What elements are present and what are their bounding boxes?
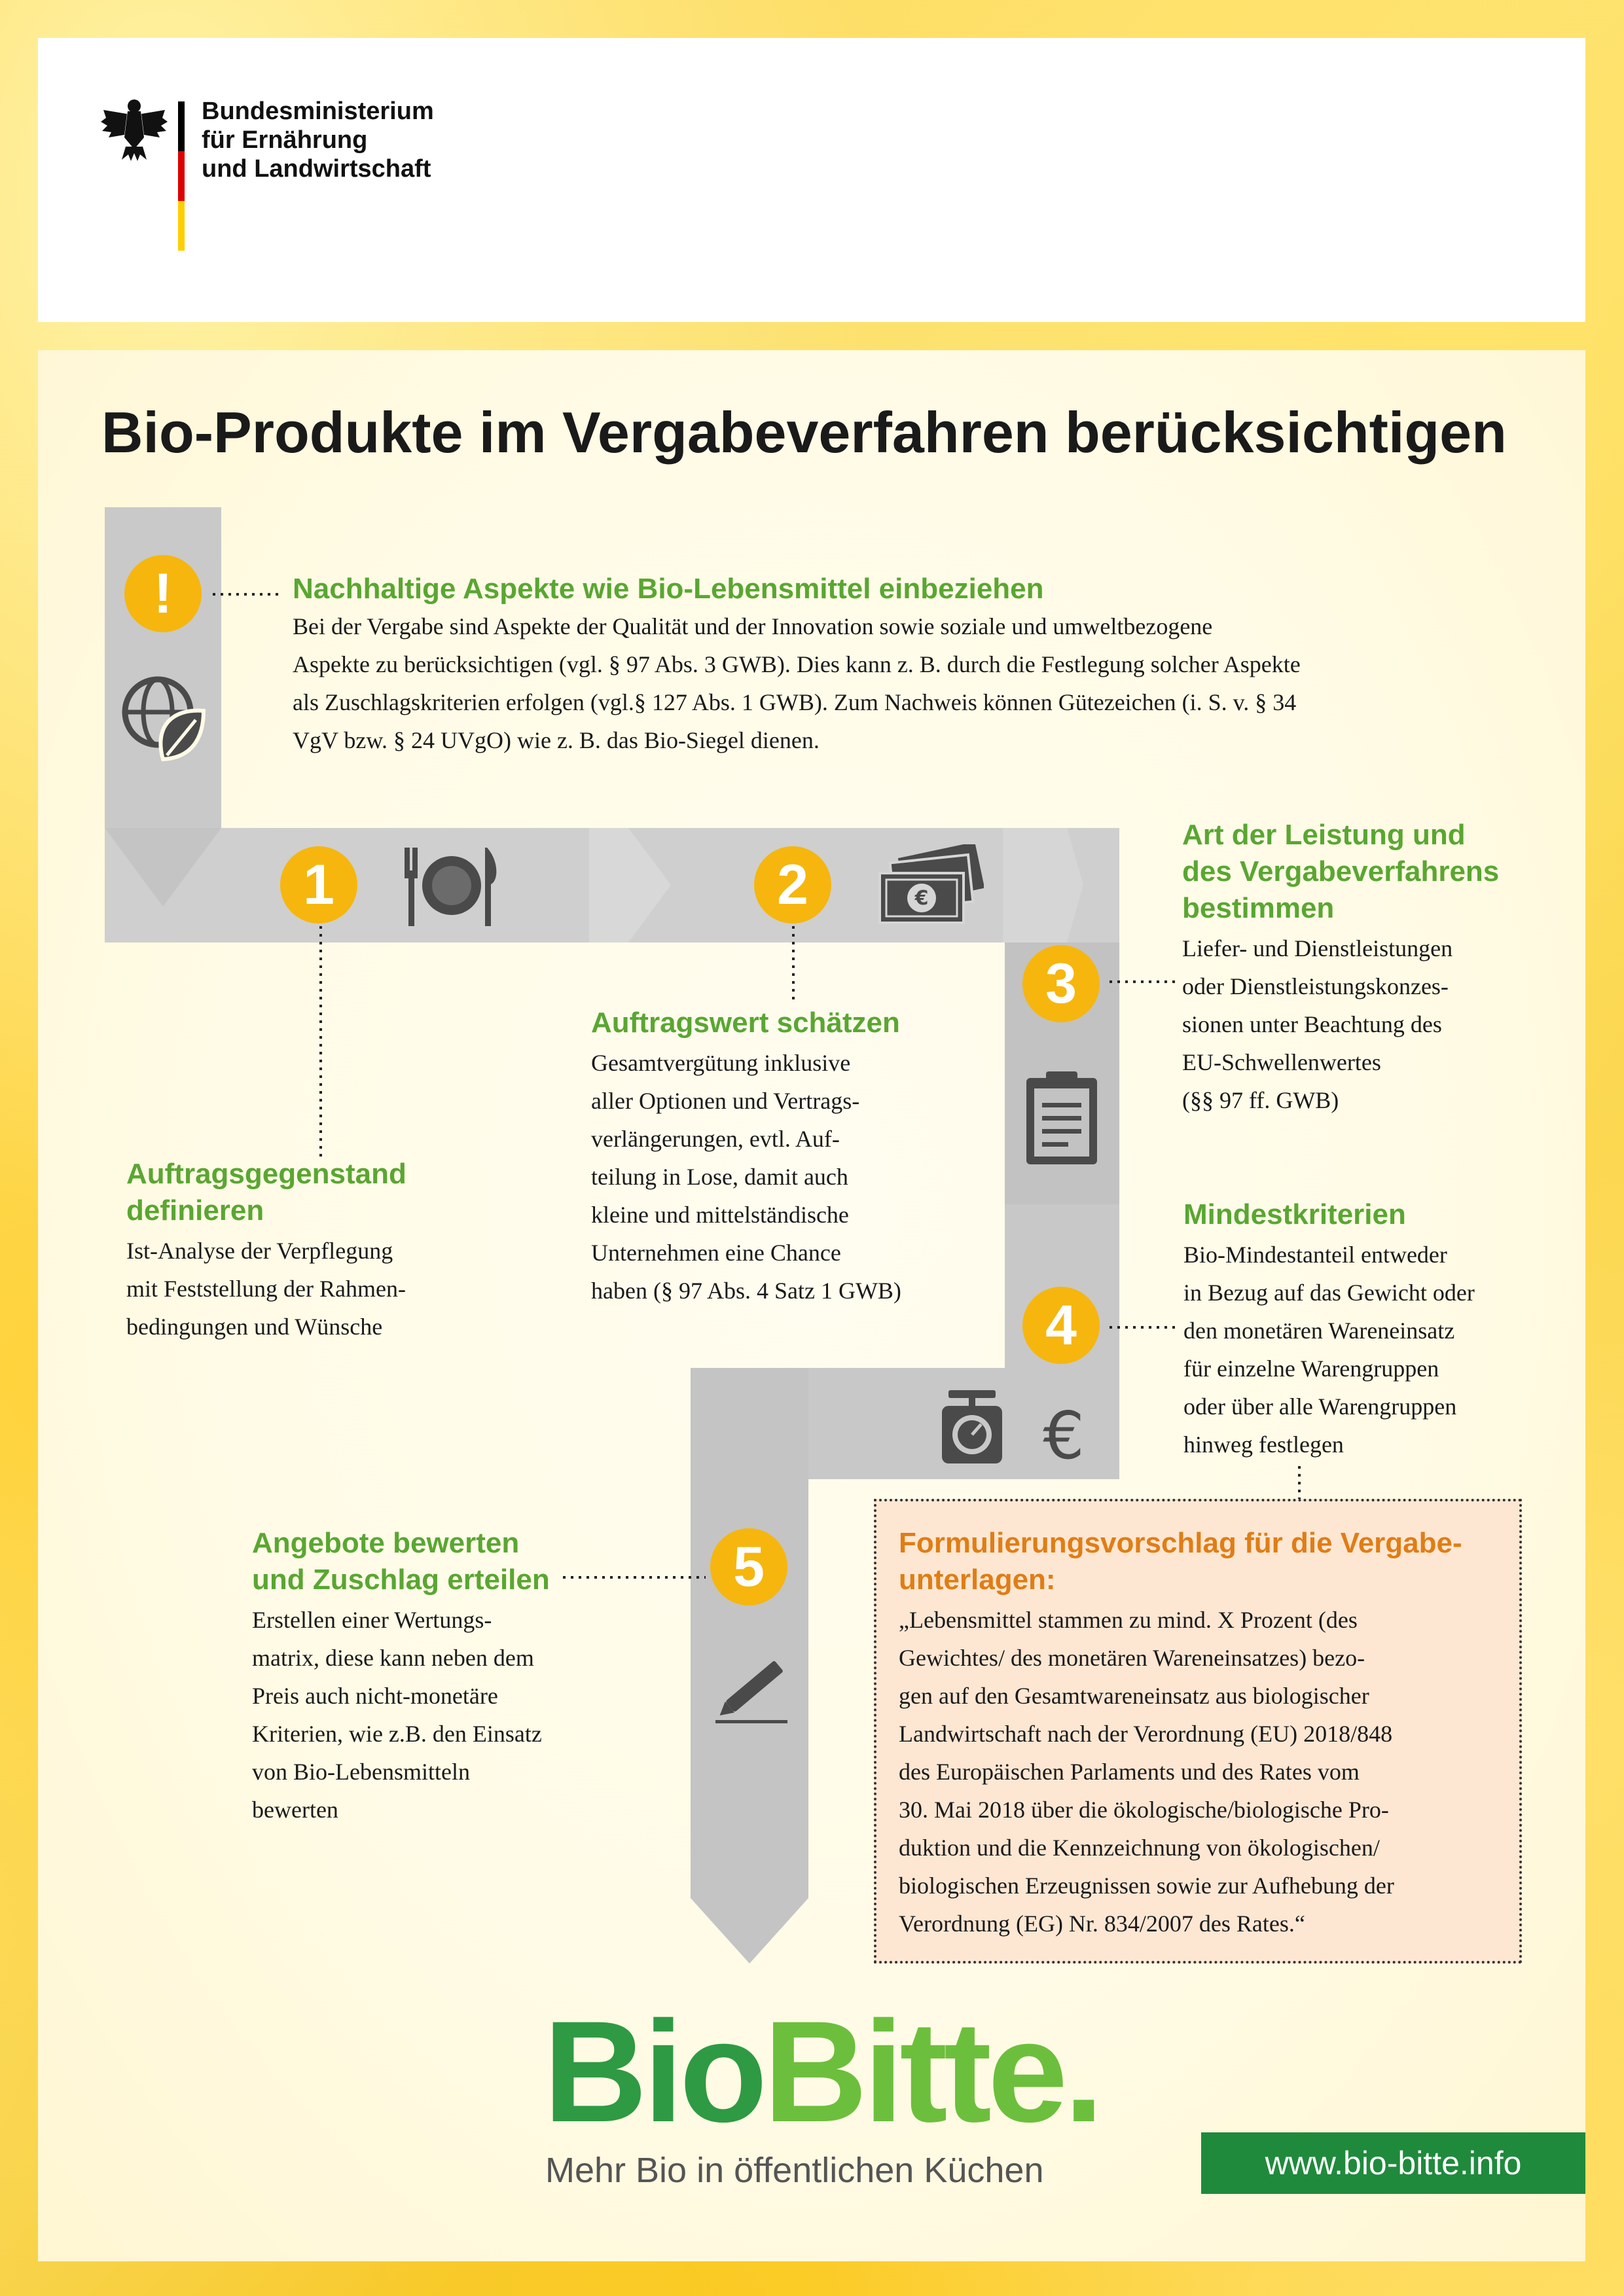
formulation-line: Gewichtes/ des monetären Wareneinsatzes) bezo- bbox=[899, 1645, 1365, 1671]
step-3-section bbox=[1182, 817, 1575, 1119]
step-2-line: teilung in Lose, damit auch bbox=[591, 1164, 848, 1190]
step-5-line: Kriterien, wie z.B. den Einsatz bbox=[252, 1721, 542, 1747]
step-5-heading: Angebote bewerten bbox=[252, 1527, 520, 1559]
scale-icon bbox=[939, 1388, 1005, 1466]
step-5-line: Preis auch nicht-monetäre bbox=[252, 1683, 498, 1709]
intro-line: VgV bzw. § 24 UVgO) wie z. B. das Bio-Siegel dienen. bbox=[293, 727, 820, 753]
formulation-line: des Europäischen Parlaments und des Rates vom bbox=[899, 1759, 1360, 1785]
step-1-line: Ist-Analyse der Verpflegung bbox=[126, 1238, 393, 1264]
step-2-line: verlängerungen, evtl. Auf- bbox=[591, 1126, 840, 1152]
intro-section bbox=[293, 571, 1536, 759]
formulation-line: 30. Mai 2018 über die ökologische/biologische Pro- bbox=[899, 1797, 1389, 1823]
formulation-heading: unterlagen: bbox=[899, 1564, 1056, 1596]
svg-text:€: € bbox=[914, 887, 929, 910]
svg-text:€: € bbox=[1043, 1401, 1085, 1466]
intro-heading: Nachhaltige Aspekte wie Bio-Lebensmittel einbeziehen bbox=[293, 573, 1044, 605]
tagline: Mehr Bio in öffentlichen Küchen bbox=[545, 2151, 1044, 2190]
step-2-line: kleine und mittelständische bbox=[591, 1202, 849, 1228]
step-5-line: bewerten bbox=[252, 1797, 338, 1823]
euro-icon bbox=[1038, 1401, 1090, 1466]
clipboard-icon bbox=[1022, 1069, 1101, 1167]
ministry-name: Bundesministerium für Ernährung und Landwirtschaft bbox=[202, 98, 434, 183]
step-3-line: (§§ 97 ff. GWB) bbox=[1182, 1087, 1339, 1113]
badge-step-4: 4 bbox=[1022, 1287, 1100, 1364]
step-3-line: oder Dienstleistungskonzes- bbox=[1182, 973, 1449, 999]
formulation-box bbox=[874, 1499, 1522, 1964]
plate-cutlery-icon bbox=[401, 841, 502, 929]
step-3-line: EU-Schwellenwertes bbox=[1182, 1049, 1381, 1075]
badge-step-3: 3 bbox=[1022, 945, 1100, 1022]
page-title: Bio-Produkte im Vergabeverfahren berücksichtigen bbox=[101, 400, 1507, 465]
step-4-section bbox=[1183, 1196, 1576, 1463]
step-5-line: von Bio-Lebensmitteln bbox=[252, 1759, 470, 1785]
intro-line: Aspekte zu berücksichtigen (vgl. § 97 Abs. 3 GWB). Dies kann z. B. durch die Festlegung solcher Aspekte bbox=[293, 651, 1301, 677]
step-3-line: sionen unter Beachtung des bbox=[1182, 1011, 1442, 1037]
step-1-heading: Auftragsgegenstand bbox=[126, 1158, 406, 1190]
formulation-line: gen auf den Gesamtwareneinsatz aus biologischer bbox=[899, 1683, 1369, 1709]
formulation-heading: Formulierungsvorschlag für die Vergabe- bbox=[899, 1527, 1462, 1559]
step-1-heading: definieren bbox=[126, 1194, 264, 1227]
step-4-line: Bio-Mindestanteil entweder bbox=[1183, 1242, 1447, 1268]
step-2-line: Gesamtvergütung inklusive bbox=[591, 1050, 851, 1076]
step-2-line: haben (§ 97 Abs. 4 Satz 1 GWB) bbox=[591, 1278, 901, 1304]
step-5-heading: und Zuschlag erteilen bbox=[252, 1564, 550, 1596]
step-2-line: aller Optionen und Vertrags- bbox=[591, 1088, 860, 1114]
step-4-line: in Bezug auf das Gewicht oder bbox=[1183, 1280, 1475, 1306]
intro-line: als Zuschlagskriterien erfolgen (vgl.§ 127 Abs. 1 GWB). Zum Nachweis können Gütezeichen (i. S. v. § 34 bbox=[293, 689, 1297, 715]
step-3-line: Liefer- und Dienstleistungen bbox=[1182, 935, 1453, 961]
step-5-section bbox=[252, 1525, 658, 1829]
step-3-heading: Art der Leistung und bbox=[1182, 819, 1466, 851]
website-link[interactable]: www.bio-bitte.info bbox=[1201, 2132, 1585, 2194]
step-1-line: bedingungen und Wünsche bbox=[126, 1314, 383, 1340]
step-4-line: den monetären Wareneinsatz bbox=[1183, 1318, 1455, 1344]
logo-part-bitte: Bitte. bbox=[763, 1991, 1100, 2152]
badge-exclamation: ! bbox=[124, 555, 202, 632]
globe-leaf-icon bbox=[120, 674, 208, 762]
formulation-line: „Lebensmittel stammen zu mind. X Prozent (des bbox=[899, 1607, 1358, 1633]
step-1-section bbox=[126, 1156, 598, 1346]
intro-line: Bei der Vergabe sind Aspekte der Qualität und der Innovation sowie soziale und umweltbezogene bbox=[293, 613, 1213, 639]
logo-part-bio: Bio bbox=[543, 1991, 764, 2152]
step-2-line: Unternehmen eine Chance bbox=[591, 1240, 841, 1266]
step-3-heading: bestimmen bbox=[1182, 892, 1335, 924]
pen-icon bbox=[710, 1649, 795, 1728]
step-5-line: matrix, diese kann neben dem bbox=[252, 1645, 534, 1671]
step-3-heading: des Vergabeverfahrens bbox=[1182, 855, 1500, 888]
money-euro-icon bbox=[876, 844, 984, 929]
badge-step-2: 2 bbox=[754, 846, 831, 924]
step-4-line: oder über alle Warengruppen bbox=[1183, 1393, 1457, 1420]
step-4-line: hinweg festlegen bbox=[1183, 1431, 1344, 1458]
step-1-line: mit Feststellung der Rahmen- bbox=[126, 1276, 406, 1302]
formulation-line: Landwirtschaft nach der Verordnung (EU) 2018/848 bbox=[899, 1721, 1393, 1747]
badge-step-1: 1 bbox=[280, 846, 357, 924]
formulation-line: biologischen Erzeugnissen sowie zur Aufhebung der bbox=[899, 1873, 1394, 1899]
step-5-line: Erstellen einer Wertungs- bbox=[252, 1607, 492, 1633]
formulation-line: duktion und die Kennzeichnung von ökologischen/ bbox=[899, 1835, 1380, 1861]
step-4-line: für einzelne Warengruppen bbox=[1183, 1355, 1439, 1382]
biobitte-logo bbox=[543, 1991, 1100, 2152]
step-4-heading: Mindestkriterien bbox=[1183, 1198, 1406, 1230]
step-2-heading: Auftragswert schätzen bbox=[591, 1007, 900, 1039]
formulation-line: Verordnung (EG) Nr. 834/2007 des Rates.“ bbox=[899, 1910, 1305, 1937]
badge-step-5: 5 bbox=[710, 1528, 787, 1605]
step-2-section bbox=[591, 1005, 997, 1310]
